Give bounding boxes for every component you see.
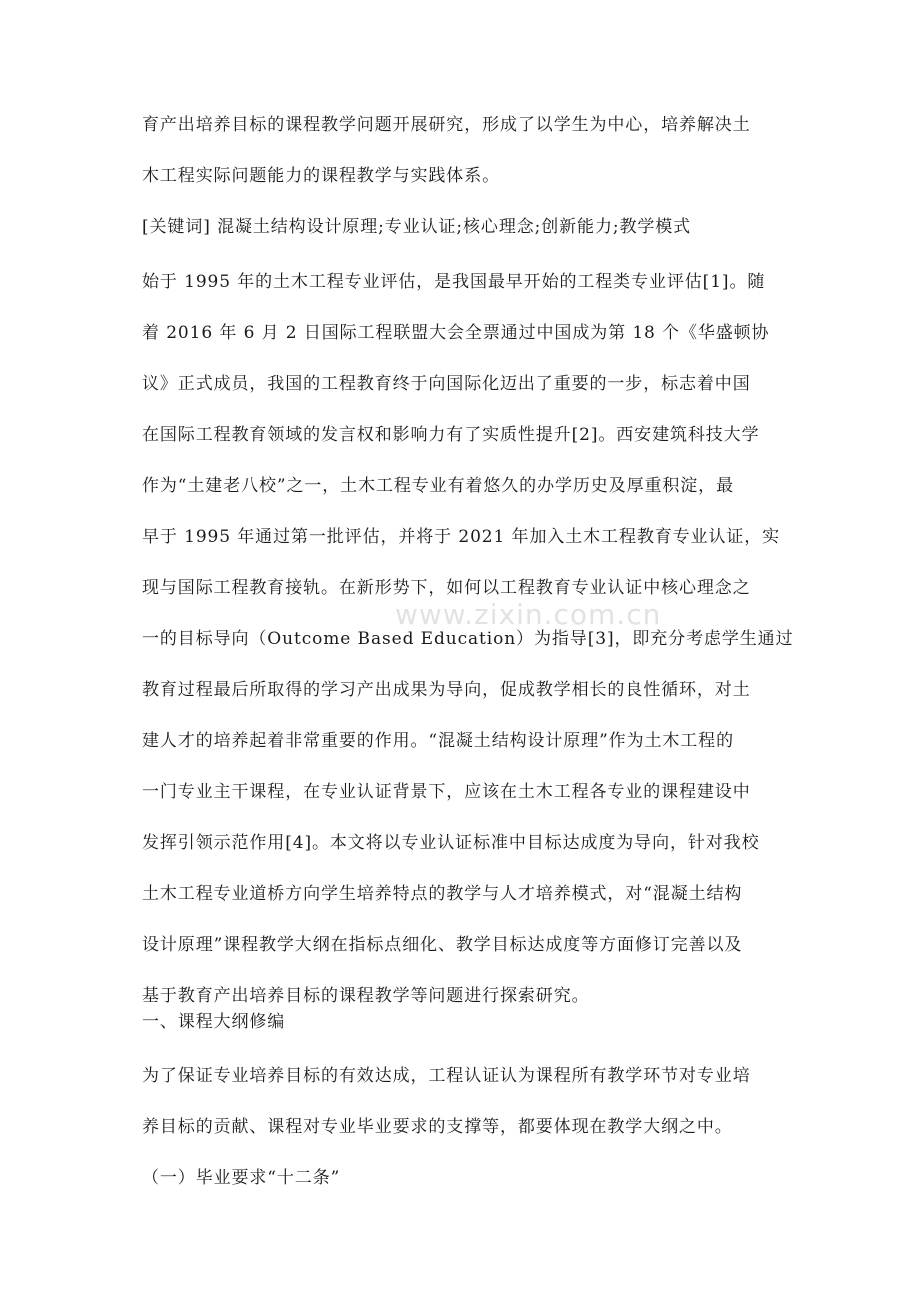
section-paragraph bbox=[142, 1051, 778, 1153]
text-line: 在国际工程教育领域的发言权和影响力有了实质性提升[2]。西安建筑科技大学 bbox=[142, 425, 760, 445]
keywords-line bbox=[142, 202, 778, 253]
watermark: www.zixin.com.cn bbox=[395, 598, 662, 631]
text-line: 为了保证专业培养目标的有效达成，工程认证认为课程所有教学环节对专业培 bbox=[142, 1066, 751, 1086]
text-line: 建人才的培养起着非常重要的作用。“混凝土结构设计原理”作为土木工程的 bbox=[142, 731, 734, 751]
section-heading-text: 一、课程大纲修编 bbox=[142, 1012, 286, 1032]
keywords-text: [关键词] 混凝土结构设计原理;专业认证;核心理念;创新能力;教学模式 bbox=[142, 217, 692, 237]
intro-paragraph bbox=[142, 100, 778, 202]
section-heading bbox=[142, 997, 778, 1048]
text-line: 土木工程专业道桥方向学生培养特点的教学与人才培养模式，对“混凝土结构 bbox=[142, 884, 743, 904]
subsection-heading bbox=[142, 1153, 778, 1204]
text-line: 一的目标导向（Outcome Based Education）为指导[3]，即充分考虑学生通过 bbox=[142, 629, 794, 649]
body-paragraph bbox=[142, 257, 794, 1022]
text-line: 作为“土建老八校”之一，土木工程专业有着悠久的办学历史及厚重积淀，最 bbox=[142, 476, 734, 496]
text-line: 议》正式成员，我国的工程教育终于向国际化迈出了重要的一步，标志着中国 bbox=[142, 374, 751, 394]
text-line: 发挥引领示范作用[4]。本文将以专业认证标准中目标达成度为导向，针对我校 bbox=[142, 833, 760, 853]
text-line: 教育过程最后所取得的学习产出成果为导向，促成教学相长的良性循环，对土 bbox=[142, 680, 751, 700]
text-line: 设计原理”课程教学大纲在指标点细化、教学目标达成度等方面修订完善以及 bbox=[142, 935, 743, 955]
text-line: 一门专业主干课程，在专业认证背景下，应该在土木工程各专业的课程建设中 bbox=[142, 782, 751, 802]
text-line: 早于 1995 年通过第一批评估，并将于 2021 年加入土木工程教育专业认证，实 bbox=[142, 527, 781, 547]
text-line: 现与国际工程教育接轨。在新形势下，如何以工程教育专业认证中核心理念之 bbox=[142, 578, 751, 598]
text-line: 养目标的贡献、课程对专业毕业要求的支撑等，都要体现在教学大纲之中。 bbox=[142, 1117, 733, 1137]
text-line: 始于 1995 年的土木工程专业评估，是我国最早开始的工程类专业评估[1]。随 bbox=[142, 272, 766, 292]
subsection-heading-text: （一）毕业要求“十二条” bbox=[142, 1168, 341, 1188]
text-line: 木工程实际问题能力的课程教学与实践体系。 bbox=[142, 166, 500, 186]
text-line: 着 2016 年 6 月 2 日国际工程联盟大会全票通过中国成为第 18 个《华盛顿协 bbox=[142, 323, 770, 343]
text-line: 育产出培养目标的课程教学问题开展研究，形成了以学生为中心，培养解决土 bbox=[142, 115, 751, 135]
text-line: 基于教育产出培养目标的课程教学等问题进行探索研究。 bbox=[142, 986, 590, 1006]
